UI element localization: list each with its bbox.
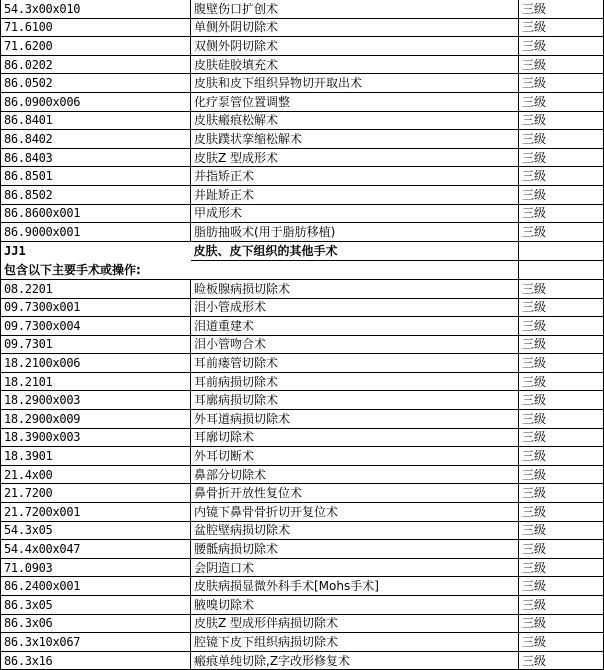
grade-level: 三级 bbox=[519, 596, 604, 615]
grade-level: 三级 bbox=[519, 391, 604, 410]
grade-level: 三级 bbox=[519, 55, 604, 74]
grade-level: 三级 bbox=[519, 148, 604, 167]
grade-level: 三级 bbox=[519, 354, 604, 373]
procedure-code: 54.4x00x047 bbox=[1, 540, 191, 559]
grade-level: 三级 bbox=[519, 167, 604, 186]
table-row bbox=[1, 484, 604, 503]
table-row bbox=[1, 577, 604, 596]
procedure-name: 皮肤Z 型成形术 bbox=[191, 148, 519, 167]
procedure-code: 18.3900x003 bbox=[1, 428, 191, 447]
grade-level: 三级 bbox=[519, 558, 604, 577]
table-body-bottom bbox=[1, 279, 604, 669]
procedure-code: 86.3x06 bbox=[1, 614, 191, 633]
procedure-code: 86.0900x006 bbox=[1, 92, 191, 111]
procedure-code: 54.3x00x010 bbox=[1, 0, 191, 18]
grade-level: 三级 bbox=[519, 279, 604, 298]
procedure-code: 08.2201 bbox=[1, 279, 191, 298]
table-row bbox=[1, 74, 604, 93]
grade-level: 三级 bbox=[519, 92, 604, 111]
grade-level: 三级 bbox=[519, 465, 604, 484]
procedure-code: 54.3x05 bbox=[1, 521, 191, 540]
procedure-code: 18.2900x009 bbox=[1, 410, 191, 429]
procedure-name: 皮肤病损显微外科手术[Mohs手术] bbox=[191, 577, 519, 596]
procedure-code: 09.7300x001 bbox=[1, 298, 191, 317]
procedure-code: 18.2900x003 bbox=[1, 391, 191, 410]
grade-level: 三级 bbox=[519, 614, 604, 633]
procedure-name: 甲成形术 bbox=[191, 204, 519, 223]
grade-level: 三级 bbox=[519, 484, 604, 503]
procedure-name: 并趾矫正术 bbox=[191, 185, 519, 204]
procedure-name: 耳前瘘管切除术 bbox=[191, 354, 519, 373]
table-row bbox=[1, 521, 604, 540]
procedure-name: 耳前病损切除术 bbox=[191, 372, 519, 391]
procedure-code: 86.8401 bbox=[1, 111, 191, 130]
procedure-code: 18.2101 bbox=[1, 372, 191, 391]
group-code: JJ1 bbox=[1, 241, 191, 261]
table-row bbox=[1, 447, 604, 466]
group-title: 皮肤、皮下组织的其他手术 bbox=[191, 241, 519, 261]
procedure-code: 21.7200x001 bbox=[1, 503, 191, 522]
procedure-code: 86.8600x001 bbox=[1, 204, 191, 223]
procedure-code: 21.7200 bbox=[1, 484, 191, 503]
procedure-code: 18.2100x006 bbox=[1, 354, 191, 373]
procedure-name: 泪小管吻合术 bbox=[191, 335, 519, 354]
procedure-code: 86.3x10x067 bbox=[1, 633, 191, 652]
procedure-name: 会阴造口术 bbox=[191, 558, 519, 577]
table-row bbox=[1, 503, 604, 522]
procedure-name: 皮肤瘢痕松解术 bbox=[191, 111, 519, 130]
grade-level: 三级 bbox=[519, 428, 604, 447]
procedure-name: 化疗泵管位置调整 bbox=[191, 92, 519, 111]
grade-level: 三级 bbox=[519, 410, 604, 429]
table-row bbox=[1, 185, 604, 204]
procedure-code: 86.8502 bbox=[1, 185, 191, 204]
table-row bbox=[1, 391, 604, 410]
procedure-code: 86.0202 bbox=[1, 55, 191, 74]
grade-level: 三级 bbox=[519, 577, 604, 596]
grade-level: 三级 bbox=[519, 0, 604, 18]
procedure-name: 皮肤硅胶填充术 bbox=[191, 55, 519, 74]
table-row bbox=[1, 633, 604, 652]
table-row bbox=[1, 204, 604, 223]
table-row bbox=[1, 92, 604, 111]
procedure-name: 鼻部分切除术 bbox=[191, 465, 519, 484]
procedure-name: 耳廓切除术 bbox=[191, 428, 519, 447]
procedure-name: 外耳切断术 bbox=[191, 447, 519, 466]
procedure-name: 双侧外阴切除术 bbox=[191, 37, 519, 56]
grade-level: 三级 bbox=[519, 335, 604, 354]
grade-level: 三级 bbox=[519, 223, 604, 242]
grade-level: 三级 bbox=[519, 447, 604, 466]
table-row bbox=[1, 428, 604, 447]
procedure-name: 泪道重建术 bbox=[191, 317, 519, 336]
procedure-code: 86.3x16 bbox=[1, 651, 191, 670]
procedure-name: 鼻骨折开放性复位术 bbox=[191, 484, 519, 503]
procedure-name: 皮肤蹼状挛缩松解术 bbox=[191, 130, 519, 149]
table-row bbox=[1, 540, 604, 559]
table-row bbox=[1, 148, 604, 167]
procedure-name: 外耳道病损切除术 bbox=[191, 410, 519, 429]
table-row bbox=[1, 0, 604, 18]
procedure-code: 86.8402 bbox=[1, 130, 191, 149]
table-row bbox=[1, 223, 604, 242]
grade-level: 三级 bbox=[519, 74, 604, 93]
table-row bbox=[1, 558, 604, 577]
procedure-name: 皮肤和皮下组织异物切开取出术 bbox=[191, 74, 519, 93]
procedure-name: 腹壁伤口扩创术 bbox=[191, 0, 519, 18]
procedure-name: 腋嗅切除术 bbox=[191, 596, 519, 615]
procedure-name: 并指矫正术 bbox=[191, 167, 519, 186]
procedure-code: 18.3901 bbox=[1, 447, 191, 466]
group-title-row bbox=[1, 241, 604, 261]
procedure-name: 瘢痕单纯切除,Z字改形修复术 bbox=[191, 651, 519, 670]
procedure-code: 71.6200 bbox=[1, 37, 191, 56]
table-row bbox=[1, 596, 604, 615]
grade-level: 三级 bbox=[519, 317, 604, 336]
group-note-empty-cell bbox=[519, 261, 604, 280]
table-row bbox=[1, 335, 604, 354]
grade-level: 三级 bbox=[519, 540, 604, 559]
grade-level: 三级 bbox=[519, 204, 604, 223]
table-body-top bbox=[1, 0, 604, 241]
table-row bbox=[1, 111, 604, 130]
table-row bbox=[1, 37, 604, 56]
group-header bbox=[1, 241, 604, 279]
procedure-name: 单侧外阴切除术 bbox=[191, 18, 519, 37]
procedure-name: 盆腔壁病损切除术 bbox=[191, 521, 519, 540]
table-row bbox=[1, 130, 604, 149]
table-row bbox=[1, 317, 604, 336]
grade-level: 三级 bbox=[519, 298, 604, 317]
table-row bbox=[1, 18, 604, 37]
procedure-code: 86.2400x001 bbox=[1, 577, 191, 596]
procedure-code: 09.7300x004 bbox=[1, 317, 191, 336]
grade-level: 三级 bbox=[519, 37, 604, 56]
table-row bbox=[1, 614, 604, 633]
table-row bbox=[1, 55, 604, 74]
procedure-name: 皮肤Z 型成形伴病损切除术 bbox=[191, 614, 519, 633]
table-row bbox=[1, 167, 604, 186]
grade-level: 三级 bbox=[519, 185, 604, 204]
grade-level: 三级 bbox=[519, 521, 604, 540]
group-note: 包含以下主要手术或操作: bbox=[1, 261, 519, 280]
table-row bbox=[1, 279, 604, 298]
table-row bbox=[1, 651, 604, 670]
procedure-name: 腰骶病损切除术 bbox=[191, 540, 519, 559]
procedure-code: 86.8403 bbox=[1, 148, 191, 167]
grade-level: 三级 bbox=[519, 18, 604, 37]
procedure-name: 内镜下鼻骨骨折切开复位术 bbox=[191, 503, 519, 522]
table-row bbox=[1, 410, 604, 429]
procedure-code: 86.9000x001 bbox=[1, 223, 191, 242]
table-row bbox=[1, 372, 604, 391]
procedure-name: 睑板腺病损切除术 bbox=[191, 279, 519, 298]
grade-level: 三级 bbox=[519, 503, 604, 522]
procedure-code: 21.4x00 bbox=[1, 465, 191, 484]
group-empty-cell bbox=[519, 241, 604, 261]
procedure-name: 泪小管成形术 bbox=[191, 298, 519, 317]
grade-level: 三级 bbox=[519, 372, 604, 391]
procedure-name: 腔镜下皮下组织病损切除术 bbox=[191, 633, 519, 652]
procedure-code: 86.0502 bbox=[1, 74, 191, 93]
procedure-code: 86.8501 bbox=[1, 167, 191, 186]
grade-level: 三级 bbox=[519, 130, 604, 149]
procedure-code: 71.0903 bbox=[1, 558, 191, 577]
procedure-name: 脂肪抽吸术(用于脂肪移植) bbox=[191, 223, 519, 242]
procedure-code: 71.6100 bbox=[1, 18, 191, 37]
procedure-code: 86.3x05 bbox=[1, 596, 191, 615]
procedure-name: 耳廓病损切除术 bbox=[191, 391, 519, 410]
table-row bbox=[1, 465, 604, 484]
group-note-row bbox=[1, 261, 604, 280]
table-row bbox=[1, 298, 604, 317]
procedure-code: 09.7301 bbox=[1, 335, 191, 354]
grade-level: 三级 bbox=[519, 651, 604, 670]
table-row bbox=[1, 354, 604, 373]
grade-level: 三级 bbox=[519, 633, 604, 652]
grade-level: 三级 bbox=[519, 111, 604, 130]
